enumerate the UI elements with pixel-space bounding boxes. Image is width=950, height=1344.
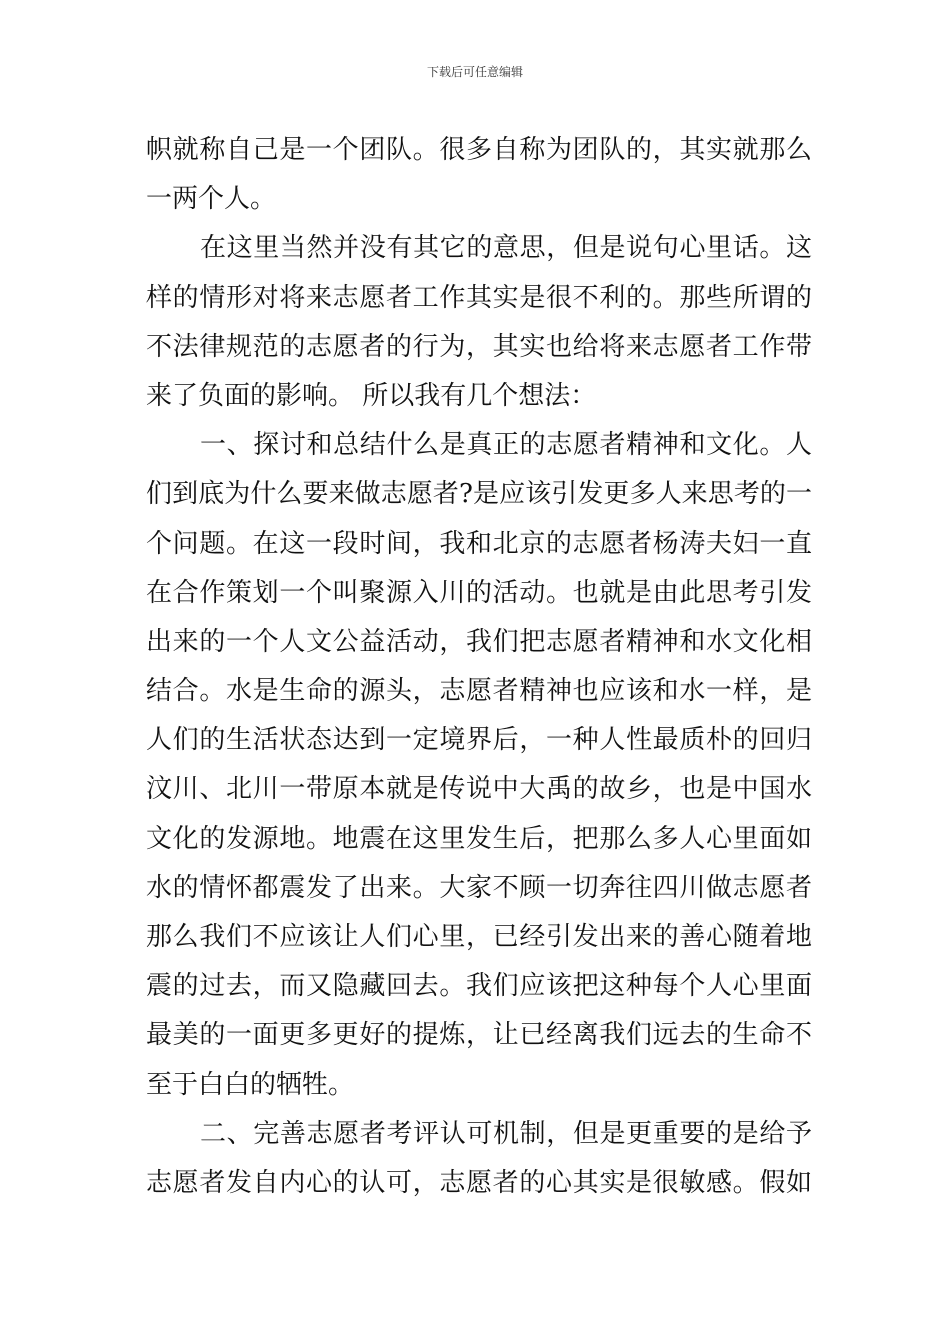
text-line: 来了负面的影响。 所以我有几个想法： (146, 380, 597, 411)
text-line: 二、完善志愿者考评认可机制，但是更重要的是给予 (200, 1118, 812, 1149)
text-line: 出来的一个人文公益活动，我们把志愿者精神和水文化相 (146, 626, 812, 657)
text-line: 帜就称自己是一个团队。很多自称为团队的，其实就那么 (146, 135, 812, 165)
text-line: 一、探讨和总结什么是真正的志愿者精神和文化。人 (200, 430, 812, 461)
body-text (146, 126, 812, 1208)
text-line: 文化的发源地。地震在这里发生后，把那么多人心里面如 (146, 823, 812, 854)
text-line: 个问题。在这一段时间，我和北京的志愿者杨涛夫妇一直 (146, 528, 812, 559)
text-line: 最美的一面更多更好的提炼，让已经离我们远去的生命不 (146, 1020, 812, 1051)
text-line: 震的过去，而又隐藏回去。我们应该把这种每个人心里面 (146, 971, 812, 1002)
text-line: 结合。水是生命的源头，志愿者精神也应该和水一样，是 (146, 676, 812, 707)
text-line: 至于白白的牺牲。 (146, 1069, 355, 1100)
text-line: 在这里当然并没有其它的意思，但是说句心里话。这 (200, 233, 812, 264)
text-line: 志愿者发自内心的认可，志愿者的心其实是很敏感。假如 (146, 1167, 812, 1198)
text-line: 一两个人。 (146, 184, 277, 215)
text-line: 那么我们不应该让人们心里，已经引发出来的善心随着地 (146, 922, 812, 952)
text-line: 样的情形对将来志愿者工作其实是很不利的。那些所谓的 (146, 282, 812, 313)
text-line: 不法律规范的志愿者的行为，其实也给将来志愿者工作带 (146, 331, 812, 362)
text-line: 汶川、北川一带原本就是传说中大禹的故乡，也是中国水 (146, 774, 812, 805)
text-line: 水的情怀都震发了出来。大家不顾一切奔往四川做志愿者 (146, 872, 812, 903)
text-line: 在合作策划一个叫聚源入川的活动。也就是由此思考引发 (146, 577, 812, 608)
text-line: 人们的生活状态达到一定境界后，一种人性最质朴的回归 (146, 725, 812, 756)
text-line: 们到底为什么要来做志愿者?是应该引发更多人来思考的一 (146, 479, 812, 510)
page-header: 下载后可任意编辑 (426, 65, 523, 79)
